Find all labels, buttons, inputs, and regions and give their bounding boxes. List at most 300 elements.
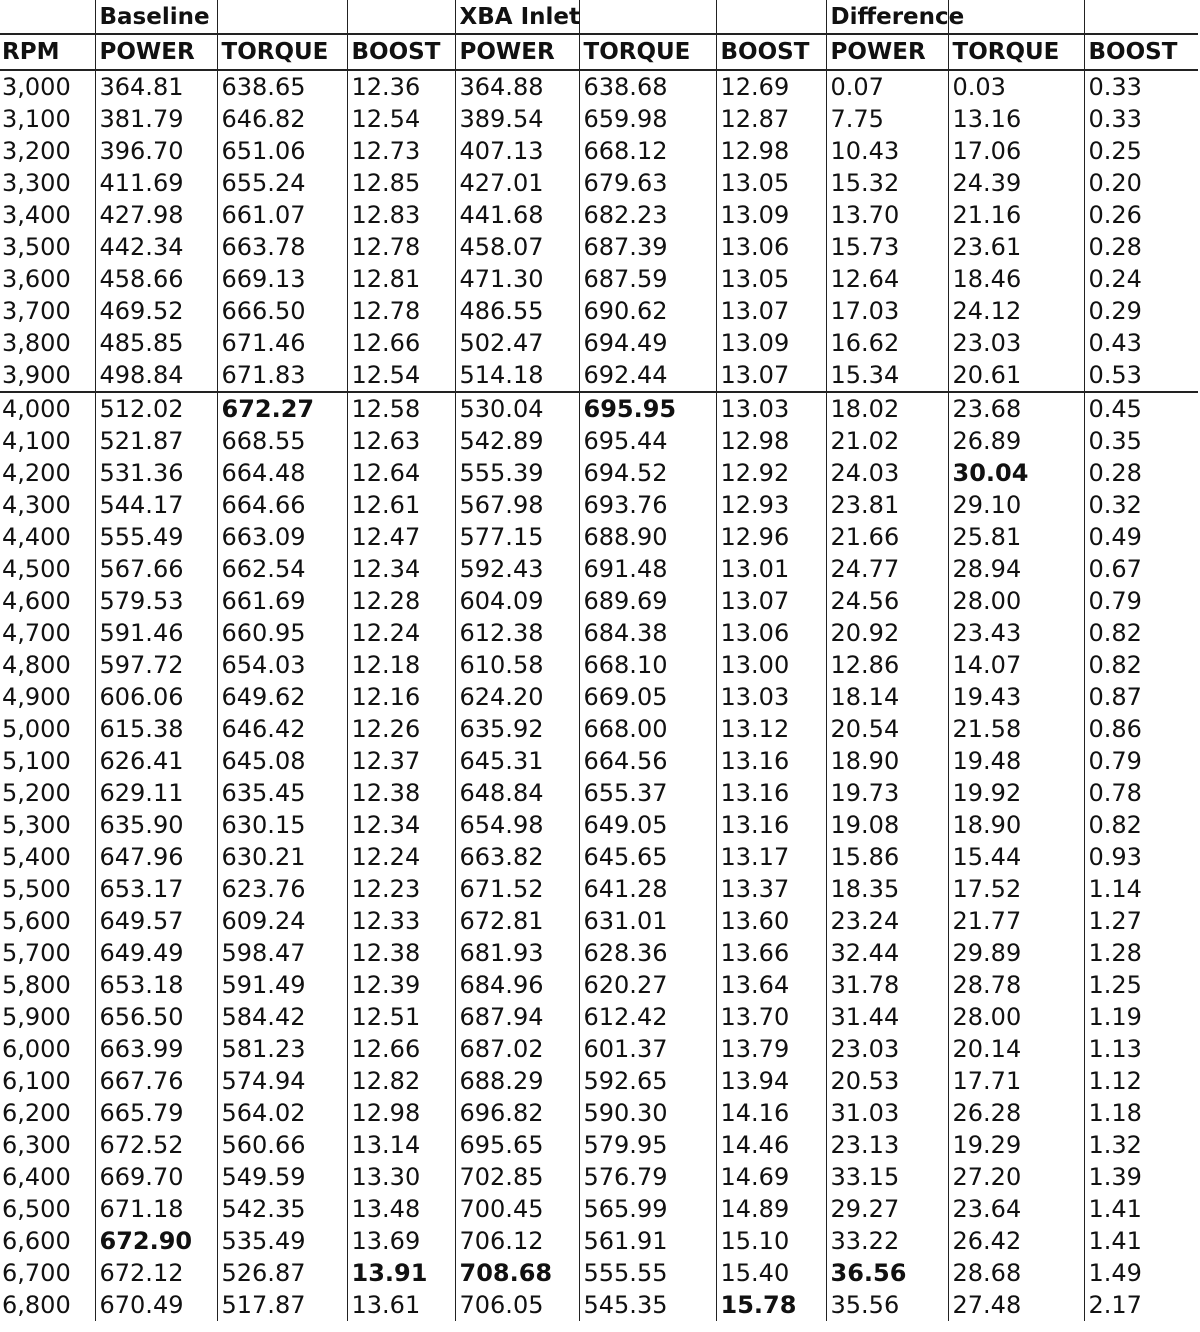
- cell-xba-torque: 692.44: [579, 359, 716, 392]
- cell-xba-torque: 695.44: [579, 425, 716, 457]
- cell-diff-boost: 0.82: [1084, 649, 1198, 681]
- cell-baseline-power: 555.49: [95, 521, 217, 553]
- cell-xba-torque: 687.59: [579, 263, 716, 295]
- cell-diff-torque: 21.77: [948, 905, 1084, 937]
- cell-rpm: 6,200: [2, 1099, 71, 1127]
- cell-xba-boost: 13.00: [716, 649, 826, 681]
- cell-rpm: 5,300: [2, 811, 71, 839]
- cell-rpm: 5,800: [2, 971, 71, 999]
- cell-xba-torque: 682.23: [579, 199, 716, 231]
- table-row: [0, 167, 1198, 199]
- cell-diff-boost: 1.39: [1084, 1161, 1198, 1193]
- cell-baseline-power: 364.81: [95, 70, 217, 103]
- cell-xba-boost: 14.89: [716, 1193, 826, 1225]
- cell-diff-power: 15.73: [826, 231, 948, 263]
- table-row: [0, 1097, 1198, 1129]
- cell-baseline-power: 672.52: [95, 1129, 217, 1161]
- cell-baseline-boost: 13.61: [347, 1289, 455, 1321]
- table-row: [0, 327, 1198, 359]
- cell-baseline-power: 458.66: [95, 263, 217, 295]
- cell-diff-torque: 26.89: [948, 425, 1084, 457]
- cell-diff-boost: 1.49: [1084, 1257, 1198, 1289]
- cell-diff-power: 24.03: [826, 457, 948, 489]
- cell-baseline-power: 667.76: [95, 1065, 217, 1097]
- cell-diff-boost: 0.29: [1084, 295, 1198, 327]
- cell-baseline-torque: 526.87: [217, 1257, 347, 1289]
- cell-baseline-boost: 12.85: [347, 167, 455, 199]
- cell-xba-torque: 579.95: [579, 1129, 716, 1161]
- cell-baseline-torque: 591.49: [217, 969, 347, 1001]
- cell-diff-torque: 21.16: [948, 199, 1084, 231]
- cell-xba-power: 702.85: [455, 1161, 579, 1193]
- cell-xba-boost: 13.16: [716, 777, 826, 809]
- column-header-row: [0, 34, 1198, 70]
- cell-diff-boost: 1.32: [1084, 1129, 1198, 1161]
- cell-xba-torque: 649.05: [579, 809, 716, 841]
- cell-baseline-power: 521.87: [95, 425, 217, 457]
- cell-xba-boost: 12.96: [716, 521, 826, 553]
- cell-xba-power: 706.12: [455, 1225, 579, 1257]
- cell-baseline-power: 629.11: [95, 777, 217, 809]
- cell-baseline-torque: 584.42: [217, 1001, 347, 1033]
- cell-baseline-boost: 12.51: [347, 1001, 455, 1033]
- cell-xba-torque: 645.65: [579, 841, 716, 873]
- cell-xba-torque: 641.28: [579, 873, 716, 905]
- cell-diff-torque: 19.48: [948, 745, 1084, 777]
- cell-baseline-power: 669.70: [95, 1161, 217, 1193]
- cell-diff-torque: 15.44: [948, 841, 1084, 873]
- cell-xba-boost: 12.92: [716, 457, 826, 489]
- cell-diff-power: 10.43: [826, 135, 948, 167]
- cell-xba-power: 441.68: [455, 199, 579, 231]
- cell-xba-boost: 13.17: [716, 841, 826, 873]
- cell-baseline-boost: 12.61: [347, 489, 455, 521]
- cell-baseline-power: 672.12: [95, 1257, 217, 1289]
- cell-diff-torque: 25.81: [948, 521, 1084, 553]
- cell-xba-torque: 565.99: [579, 1193, 716, 1225]
- cell-diff-power: 24.77: [826, 553, 948, 585]
- cell-diff-power: 15.32: [826, 167, 948, 199]
- cell-xba-power: 648.84: [455, 777, 579, 809]
- cell-xba-boost: 14.69: [716, 1161, 826, 1193]
- cell-xba-power: 700.45: [455, 1193, 579, 1225]
- cell-rpm: 3,400: [2, 201, 71, 229]
- cell-diff-boost: 0.24: [1084, 263, 1198, 295]
- cell-rpm: 3,300: [2, 169, 71, 197]
- cell-diff-torque: 19.92: [948, 777, 1084, 809]
- cell-diff-boost: 1.18: [1084, 1097, 1198, 1129]
- column-header-baseline-boost: BOOST: [347, 34, 455, 70]
- cell-baseline-boost: 12.33: [347, 905, 455, 937]
- cell-xba-torque: 620.27: [579, 969, 716, 1001]
- cell-baseline-torque: 664.48: [217, 457, 347, 489]
- cell-diff-torque: 23.64: [948, 1193, 1084, 1225]
- cell-baseline-torque: 649.62: [217, 681, 347, 713]
- cell-diff-power: 20.54: [826, 713, 948, 745]
- cell-diff-torque: 14.07: [948, 649, 1084, 681]
- cell-diff-torque: 28.94: [948, 553, 1084, 585]
- cell-baseline-torque: 598.47: [217, 937, 347, 969]
- cell-xba-boost: 12.93: [716, 489, 826, 521]
- column-header-diff-power: POWER: [826, 34, 948, 70]
- cell-baseline-torque: 542.35: [217, 1193, 347, 1225]
- cell-xba-torque: 691.48: [579, 553, 716, 585]
- cell-baseline-torque: 645.08: [217, 745, 347, 777]
- column-header-baseline-torque: TORQUE: [217, 34, 347, 70]
- cell-diff-torque: 29.89: [948, 937, 1084, 969]
- cell-xba-boost: 12.98: [716, 135, 826, 167]
- cell-xba-power: 555.39: [455, 457, 579, 489]
- cell-diff-torque: 18.90: [948, 809, 1084, 841]
- cell-baseline-boost: 13.69: [347, 1225, 455, 1257]
- cell-diff-power: 19.08: [826, 809, 948, 841]
- cell-diff-power: 36.56: [826, 1257, 948, 1289]
- table-row: [0, 1161, 1198, 1193]
- table-row: [0, 1033, 1198, 1065]
- cell-diff-power: 20.53: [826, 1065, 948, 1097]
- column-header-diff-torque: TORQUE: [948, 34, 1084, 70]
- cell-baseline-torque: 564.02: [217, 1097, 347, 1129]
- cell-diff-boost: 2.17: [1084, 1289, 1198, 1321]
- cell-diff-torque: 17.52: [948, 873, 1084, 905]
- cell-diff-torque: 18.46: [948, 263, 1084, 295]
- cell-diff-torque: 13.16: [948, 103, 1084, 135]
- cell-xba-boost: 13.12: [716, 713, 826, 745]
- cell-diff-power: 12.86: [826, 649, 948, 681]
- cell-xba-boost: 13.05: [716, 263, 826, 295]
- cell-rpm: 5,500: [2, 875, 71, 903]
- cell-diff-power: 16.62: [826, 327, 948, 359]
- cell-baseline-boost: 12.58: [347, 392, 455, 425]
- cell-diff-torque: 27.20: [948, 1161, 1084, 1193]
- cell-baseline-boost: 12.39: [347, 969, 455, 1001]
- cell-diff-power: 29.27: [826, 1193, 948, 1225]
- cell-diff-power: 33.15: [826, 1161, 948, 1193]
- cell-diff-torque: 19.29: [948, 1129, 1084, 1161]
- cell-rpm: 3,200: [2, 137, 71, 165]
- cell-xba-torque: 590.30: [579, 1097, 716, 1129]
- cell-xba-boost: 15.40: [716, 1257, 826, 1289]
- cell-baseline-boost: 12.38: [347, 777, 455, 809]
- cell-diff-boost: 0.43: [1084, 327, 1198, 359]
- group-header-cell: [1084, 0, 1198, 34]
- cell-diff-boost: 0.86: [1084, 713, 1198, 745]
- cell-baseline-boost: 12.98: [347, 1097, 455, 1129]
- cell-baseline-power: 579.53: [95, 585, 217, 617]
- cell-diff-power: 33.22: [826, 1225, 948, 1257]
- cell-xba-power: 604.09: [455, 585, 579, 617]
- cell-diff-torque: 28.00: [948, 585, 1084, 617]
- cell-diff-power: 15.86: [826, 841, 948, 873]
- cell-xba-boost: 13.06: [716, 617, 826, 649]
- cell-xba-torque: 545.35: [579, 1289, 716, 1321]
- table-row: [0, 809, 1198, 841]
- cell-baseline-power: 671.18: [95, 1193, 217, 1225]
- cell-xba-boost: 13.60: [716, 905, 826, 937]
- cell-rpm: 5,400: [2, 843, 71, 871]
- table-row: [0, 103, 1198, 135]
- cell-rpm: 4,800: [2, 651, 71, 679]
- cell-baseline-boost: 12.24: [347, 617, 455, 649]
- cell-rpm: 5,100: [2, 747, 71, 775]
- cell-baseline-boost: 12.26: [347, 713, 455, 745]
- cell-xba-torque: 612.42: [579, 1001, 716, 1033]
- table-row: [0, 777, 1198, 809]
- cell-diff-power: 18.02: [826, 392, 948, 425]
- cell-diff-power: 18.35: [826, 873, 948, 905]
- column-header-xba-torque: TORQUE: [579, 34, 716, 70]
- cell-xba-torque: 668.00: [579, 713, 716, 745]
- cell-rpm: 5,000: [2, 715, 71, 743]
- cell-diff-boost: 0.26: [1084, 199, 1198, 231]
- cell-diff-boost: 0.32: [1084, 489, 1198, 521]
- cell-diff-torque: 26.42: [948, 1225, 1084, 1257]
- cell-baseline-power: 606.06: [95, 681, 217, 713]
- cell-baseline-boost: 12.23: [347, 873, 455, 905]
- cell-diff-boost: 0.79: [1084, 585, 1198, 617]
- table-row: [0, 873, 1198, 905]
- cell-xba-torque: 555.55: [579, 1257, 716, 1289]
- cell-baseline-boost: 13.91: [347, 1257, 455, 1289]
- cell-diff-torque: 0.03: [948, 70, 1084, 103]
- cell-rpm: 5,600: [2, 907, 71, 935]
- cell-baseline-power: 531.36: [95, 457, 217, 489]
- cell-diff-power: 13.70: [826, 199, 948, 231]
- cell-diff-power: 24.56: [826, 585, 948, 617]
- cell-rpm: 3,500: [2, 233, 71, 261]
- table-row: [0, 1225, 1198, 1257]
- cell-baseline-torque: 666.50: [217, 295, 347, 327]
- group-header-cell: [716, 0, 826, 34]
- cell-diff-power: 19.73: [826, 777, 948, 809]
- cell-diff-torque: 23.68: [948, 392, 1084, 425]
- cell-baseline-power: 626.41: [95, 745, 217, 777]
- cell-diff-torque: 23.03: [948, 327, 1084, 359]
- cell-baseline-power: 653.18: [95, 969, 217, 1001]
- cell-xba-power: 635.92: [455, 713, 579, 745]
- cell-diff-boost: 1.12: [1084, 1065, 1198, 1097]
- cell-diff-power: 23.24: [826, 905, 948, 937]
- cell-xba-power: 458.07: [455, 231, 579, 263]
- table-row: [0, 681, 1198, 713]
- cell-xba-torque: 689.69: [579, 585, 716, 617]
- cell-baseline-torque: 517.87: [217, 1289, 347, 1321]
- cell-rpm: 4,000: [2, 395, 71, 423]
- cell-diff-power: 23.03: [826, 1033, 948, 1065]
- cell-diff-power: 21.66: [826, 521, 948, 553]
- cell-xba-torque: 631.01: [579, 905, 716, 937]
- cell-xba-torque: 669.05: [579, 681, 716, 713]
- cell-xba-power: 688.29: [455, 1065, 579, 1097]
- cell-xba-power: 486.55: [455, 295, 579, 327]
- column-header-xba-power: POWER: [455, 34, 579, 70]
- cell-xba-power: 610.58: [455, 649, 579, 681]
- cell-diff-torque: 23.61: [948, 231, 1084, 263]
- cell-xba-power: 624.20: [455, 681, 579, 713]
- cell-rpm: 4,400: [2, 523, 71, 551]
- table-row: [0, 70, 1198, 103]
- cell-rpm: 5,700: [2, 939, 71, 967]
- group-header-cell: [347, 0, 455, 34]
- cell-xba-boost: 13.66: [716, 937, 826, 969]
- group-header-cell: [0, 0, 95, 34]
- cell-diff-power: 31.03: [826, 1097, 948, 1129]
- cell-xba-torque: 561.91: [579, 1225, 716, 1257]
- cell-baseline-torque: 646.42: [217, 713, 347, 745]
- cell-baseline-torque: 655.24: [217, 167, 347, 199]
- cell-baseline-torque: 609.24: [217, 905, 347, 937]
- cell-rpm: 3,900: [0, 359, 95, 392]
- cell-xba-torque: 687.39: [579, 231, 716, 263]
- cell-diff-power: 17.03: [826, 295, 948, 327]
- table-row: [0, 425, 1198, 457]
- table-row: [0, 263, 1198, 295]
- cell-xba-boost: 13.70: [716, 1001, 826, 1033]
- cell-baseline-boost: 12.78: [347, 295, 455, 327]
- cell-xba-boost: 13.64: [716, 969, 826, 1001]
- cell-diff-boost: 0.53: [1084, 359, 1198, 392]
- cell-baseline-power: 672.90: [95, 1225, 217, 1257]
- cell-diff-power: 0.07: [826, 70, 948, 103]
- cell-diff-torque: 24.12: [948, 295, 1084, 327]
- cell-diff-power: 32.44: [826, 937, 948, 969]
- table-row: [0, 1289, 1198, 1321]
- cell-baseline-torque: 660.95: [217, 617, 347, 649]
- cell-xba-boost: 13.01: [716, 553, 826, 585]
- cell-baseline-boost: 12.24: [347, 841, 455, 873]
- cell-xba-power: 427.01: [455, 167, 579, 199]
- cell-baseline-torque: 630.15: [217, 809, 347, 841]
- cell-rpm: 4,300: [2, 491, 71, 519]
- cell-xba-torque: 694.52: [579, 457, 716, 489]
- cell-xba-torque: 688.90: [579, 521, 716, 553]
- cell-xba-power: 567.98: [455, 489, 579, 521]
- group-header-cell: Baseline: [95, 0, 217, 34]
- cell-rpm: 6,000: [2, 1035, 71, 1063]
- cell-baseline-torque: 671.46: [217, 327, 347, 359]
- table-row: [0, 905, 1198, 937]
- cell-baseline-boost: 12.66: [347, 1033, 455, 1065]
- cell-baseline-boost: 12.37: [347, 745, 455, 777]
- cell-rpm: 3,700: [2, 297, 71, 325]
- cell-baseline-power: 656.50: [95, 1001, 217, 1033]
- table-row: [0, 231, 1198, 263]
- cell-rpm: 6,700: [2, 1259, 71, 1287]
- cell-xba-power: 695.65: [455, 1129, 579, 1161]
- table-row: [0, 295, 1198, 327]
- cell-diff-boost: 1.14: [1084, 873, 1198, 905]
- cell-baseline-torque: 661.69: [217, 585, 347, 617]
- cell-xba-torque: 668.10: [579, 649, 716, 681]
- cell-baseline-boost: 12.16: [347, 681, 455, 713]
- cell-diff-power: 23.81: [826, 489, 948, 521]
- cell-diff-power: 21.02: [826, 425, 948, 457]
- cell-xba-torque: 668.12: [579, 135, 716, 167]
- group-header-cell: [217, 0, 347, 34]
- cell-baseline-boost: 12.63: [347, 425, 455, 457]
- cell-baseline-power: 567.66: [95, 553, 217, 585]
- cell-diff-torque: 29.10: [948, 489, 1084, 521]
- cell-diff-boost: 0.82: [1084, 809, 1198, 841]
- cell-xba-boost: 15.78: [716, 1289, 826, 1321]
- cell-xba-boost: 13.07: [716, 295, 826, 327]
- cell-diff-power: 35.56: [826, 1289, 948, 1321]
- cell-xba-boost: 15.10: [716, 1225, 826, 1257]
- cell-baseline-power: 591.46: [95, 617, 217, 649]
- cell-baseline-power: 512.02: [95, 392, 217, 425]
- cell-baseline-boost: 12.81: [347, 263, 455, 295]
- cell-diff-torque: 30.04: [948, 457, 1084, 489]
- cell-rpm: 6,300: [2, 1131, 71, 1159]
- cell-xba-torque: 664.56: [579, 745, 716, 777]
- cell-baseline-torque: 574.94: [217, 1065, 347, 1097]
- cell-diff-torque: 28.00: [948, 1001, 1084, 1033]
- cell-xba-boost: 13.16: [716, 809, 826, 841]
- cell-baseline-power: 615.38: [95, 713, 217, 745]
- cell-diff-boost: 0.49: [1084, 521, 1198, 553]
- cell-xba-boost: 13.03: [716, 681, 826, 713]
- cell-baseline-boost: 12.73: [347, 135, 455, 167]
- cell-baseline-power: 653.17: [95, 873, 217, 905]
- cell-xba-power: 654.98: [455, 809, 579, 841]
- table-row: [0, 1129, 1198, 1161]
- cell-xba-boost: 14.46: [716, 1129, 826, 1161]
- cell-xba-boost: 13.06: [716, 231, 826, 263]
- cell-baseline-power: 469.52: [95, 295, 217, 327]
- cell-diff-power: 18.90: [826, 745, 948, 777]
- cell-xba-power: 706.05: [455, 1289, 579, 1321]
- cell-baseline-torque: 651.06: [217, 135, 347, 167]
- cell-diff-boost: 1.28: [1084, 937, 1198, 969]
- cell-diff-boost: 0.93: [1084, 841, 1198, 873]
- cell-diff-boost: 0.20: [1084, 167, 1198, 199]
- cell-diff-power: 23.13: [826, 1129, 948, 1161]
- cell-diff-boost: 0.35: [1084, 425, 1198, 457]
- cell-baseline-power: 485.85: [95, 327, 217, 359]
- cell-diff-torque: 28.78: [948, 969, 1084, 1001]
- cell-xba-power: 514.18: [455, 359, 579, 392]
- cell-xba-torque: 690.62: [579, 295, 716, 327]
- table-row: [0, 745, 1198, 777]
- cell-baseline-boost: 13.14: [347, 1129, 455, 1161]
- cell-xba-power: 696.82: [455, 1097, 579, 1129]
- column-header-baseline-power: POWER: [95, 34, 217, 70]
- cell-xba-boost: 13.05: [716, 167, 826, 199]
- cell-baseline-torque: 663.78: [217, 231, 347, 263]
- cell-diff-boost: 0.33: [1084, 70, 1198, 103]
- cell-xba-boost: 13.16: [716, 745, 826, 777]
- cell-baseline-boost: 12.36: [347, 70, 455, 103]
- cell-baseline-torque: 661.07: [217, 199, 347, 231]
- table-row: [0, 199, 1198, 231]
- cell-xba-torque: 628.36: [579, 937, 716, 969]
- cell-rpm: 4,700: [2, 619, 71, 647]
- cell-diff-power: 18.14: [826, 681, 948, 713]
- table-row: [0, 649, 1198, 681]
- cell-baseline-boost: 12.47: [347, 521, 455, 553]
- cell-rpm: 3,800: [2, 329, 71, 357]
- cell-xba-power: 663.82: [455, 841, 579, 873]
- cell-baseline-boost: 12.54: [347, 103, 455, 135]
- group-header-cell: [579, 0, 716, 34]
- table-row: [0, 135, 1198, 167]
- cell-baseline-torque: 535.49: [217, 1225, 347, 1257]
- cell-baseline-torque: 662.54: [217, 553, 347, 585]
- cell-baseline-torque: 646.82: [217, 103, 347, 135]
- table-row: [0, 969, 1198, 1001]
- table-row: [0, 1193, 1198, 1225]
- cell-diff-boost: 0.87: [1084, 681, 1198, 713]
